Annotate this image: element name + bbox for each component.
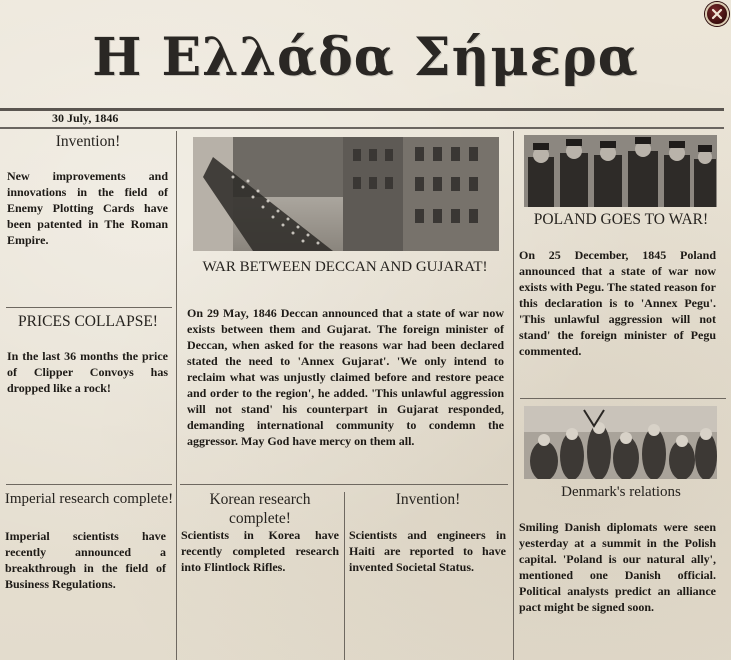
issue-date: 30 July, 1846 [52,111,119,125]
article-poland-body: On 25 December, 1845 Poland announced that a state of war now exists with Pegu. The stated reason for this declaration is to 'Annex Pegu'. 'This unlawful aggression will not stand' the foreign minister of Pegu commented. [519,248,716,358]
article-prices-headline: PRICES COLLAPSE! [18,313,158,330]
article-poland-headline: POLAND GOES TO WAR! [533,211,709,228]
article-invention-headline: Invention! [55,133,121,150]
article-deccan-headline: WAR BETWEEN DECCAN AND GUJARAT! [202,259,488,275]
article-korean-body: Scientists in Korea have recently completed research into Flintlock Rifles. [181,528,339,574]
article-haiti-invention-body: Scientists and engineers in Haiti are reported to have invented Societal Status. [349,528,506,574]
photo-crowd-celebration [524,406,717,479]
divider-center [180,484,508,485]
column-divider-left [176,131,177,660]
close-icon [711,8,723,20]
newspaper-masthead-title: Η Ελλάδα Σήμερα [92,27,639,88]
article-denmark-body: Smiling Danish diplomats were seen yesterday at a summit in the Polish capital. 'Poland is our natural ally', mentioned one Danish official. Political analysts predict an alliance pact might be signed soon. [519,520,716,614]
column-divider-bottom-middle [344,492,345,660]
article-denmark-headline: Denmark's relations [561,484,681,500]
masthead-rule-bottom [0,127,724,129]
article-invention-body: New improvements and innovations in the field of Enemy Plotting Cards have been patented in The Roman Empire. [7,169,168,247]
photo-soldiers [524,135,717,207]
divider-right [520,398,726,399]
article-deccan-body: On 29 May, 1846 Deccan announced that a state of war now exists between them and Gujarat. The foreign minister of Deccan, when asked for the reasons war had been declared stated the need to 'Annex Gujarat'. 'We only intend to reclaim what was unjustly claimed before and restore peace and order to the region', he added. 'This unlawful aggression will not stand' his counterpart in Gujarat responded, demanding international community to condemn the aggressor. May God have mercy on them all. [187,306,504,448]
close-button[interactable] [705,2,729,26]
article-haiti-invention-headline: Invention! [395,491,461,508]
divider-left-2 [6,484,172,485]
article-korean-headline: Korean research complete! [209,491,311,527]
photo-marching-crowd [193,137,499,251]
divider-left-1 [6,307,172,308]
article-imperial-headline: Imperial research complete! [4,491,174,507]
column-divider-right [513,131,514,660]
article-prices-body: In the last 36 months the price of Clipper Convoys has dropped like a rock! [7,349,168,395]
article-imperial-body: Imperial scientists have recently announced a breakthrough in the field of Business Regulations. [5,529,166,591]
